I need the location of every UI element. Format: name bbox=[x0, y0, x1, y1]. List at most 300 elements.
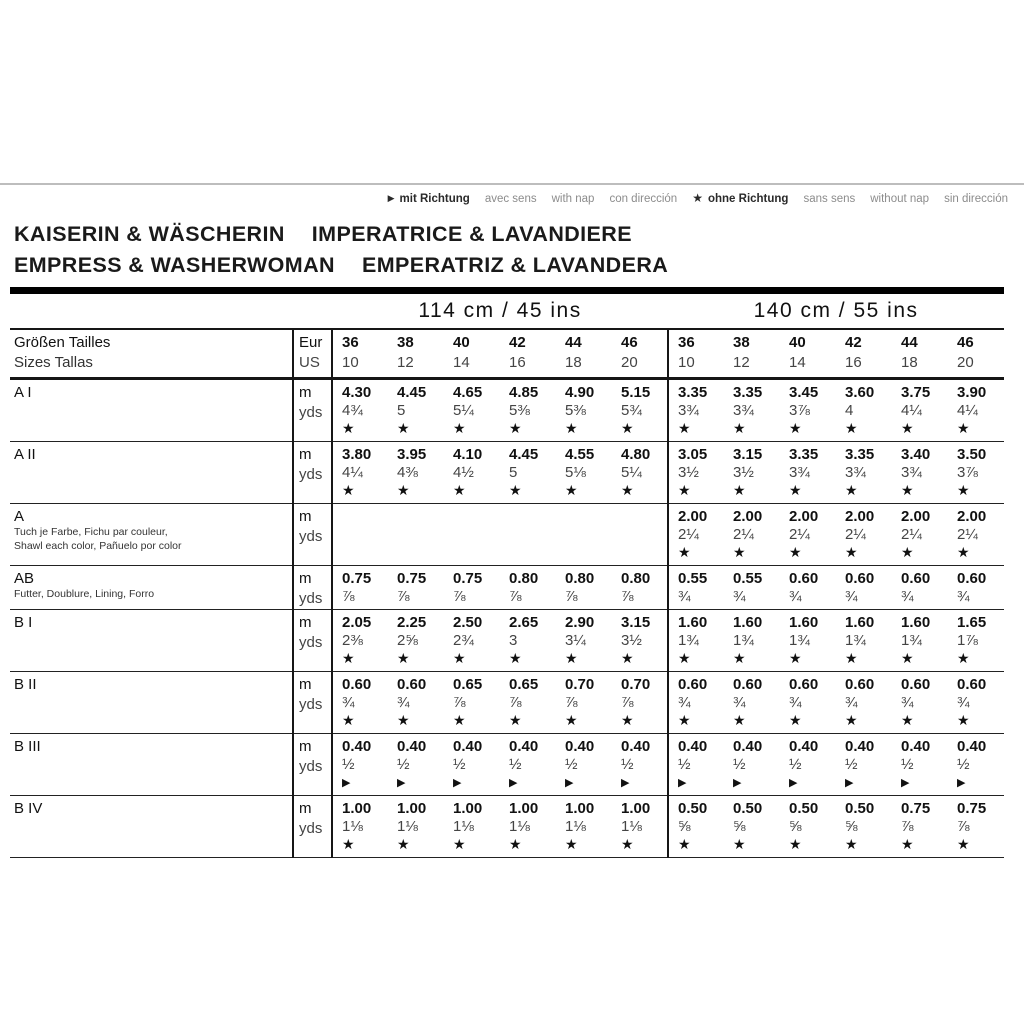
yards-value: 1¾ bbox=[678, 632, 699, 649]
fabric-requirement-cell bbox=[500, 734, 556, 796]
fabric-requirement-cell bbox=[836, 379, 892, 442]
without-nap-icon: ★ bbox=[565, 650, 578, 666]
fabric-requirement-cell bbox=[332, 566, 388, 610]
fabric-requirement-cell bbox=[724, 379, 780, 442]
yards-value: ¾ bbox=[733, 588, 746, 605]
with-nap-icon: ▶ bbox=[387, 193, 395, 203]
meters-value: 0.40 bbox=[342, 738, 372, 755]
unit-yds-label: yds bbox=[299, 590, 323, 607]
yards-value: ¾ bbox=[957, 694, 970, 711]
without-nap-icon: ★ bbox=[789, 712, 802, 728]
yards-value: 3¾ bbox=[678, 402, 699, 419]
size-column-header-cell bbox=[668, 329, 724, 379]
yards-value: 1¾ bbox=[733, 632, 754, 649]
meters-value: 3.80 bbox=[342, 446, 372, 463]
yards-value: 3¾ bbox=[845, 464, 866, 481]
meters-value: 3.40 bbox=[901, 446, 931, 463]
fabric-requirement-cell bbox=[948, 504, 1004, 566]
fabric-requirement-cell bbox=[500, 379, 556, 442]
garment-view-label: B IV bbox=[14, 800, 43, 817]
fabric-requirement-cell bbox=[948, 566, 1004, 610]
without-nap-icon: ★ bbox=[789, 482, 802, 498]
eur-size: 36 bbox=[342, 334, 359, 351]
meters-value: 4.55 bbox=[565, 446, 595, 463]
without-nap-icon: ★ bbox=[509, 712, 522, 728]
fabric-requirement-cell bbox=[836, 796, 892, 858]
legend-item-label: without nap bbox=[870, 193, 930, 205]
eur-size: 44 bbox=[901, 334, 918, 351]
legend-item bbox=[485, 193, 537, 205]
fabric-requirement-cell bbox=[780, 796, 836, 858]
with-nap-icon: ▶ bbox=[509, 777, 518, 789]
without-nap-icon: ★ bbox=[509, 482, 522, 498]
yards-value: ¾ bbox=[845, 588, 858, 605]
yards-value: 3¾ bbox=[733, 402, 754, 419]
meters-value: 3.75 bbox=[901, 384, 931, 401]
meters-value: 0.60 bbox=[845, 676, 875, 693]
without-nap-icon: ★ bbox=[678, 836, 691, 852]
without-nap-icon: ★ bbox=[733, 712, 746, 728]
meters-value: 3.45 bbox=[789, 384, 819, 401]
yards-value: 2¼ bbox=[901, 526, 922, 543]
fabric-requirement-cell bbox=[780, 566, 836, 610]
yards-value: ⅝ bbox=[678, 818, 691, 835]
us-size: 18 bbox=[565, 354, 582, 371]
without-nap-icon: ★ bbox=[621, 650, 634, 666]
fabric-requirement-cell bbox=[668, 672, 724, 734]
fabric-requirement-cell bbox=[668, 796, 724, 858]
yards-value: ¾ bbox=[901, 588, 914, 605]
row-label-cell bbox=[10, 672, 293, 734]
pattern-title-line2 bbox=[14, 250, 668, 281]
meters-value: 0.40 bbox=[678, 738, 708, 755]
unit-m-label: m bbox=[299, 508, 312, 525]
without-nap-icon: ★ bbox=[901, 482, 914, 498]
without-nap-icon: ★ bbox=[957, 712, 970, 728]
without-nap-icon: ★ bbox=[678, 420, 691, 436]
unit-cell bbox=[293, 734, 332, 796]
nap-legend bbox=[388, 191, 1008, 205]
fabric-requirement-cell bbox=[388, 734, 444, 796]
legend-item bbox=[944, 193, 1008, 205]
meters-value: 0.60 bbox=[901, 676, 931, 693]
fabric-requirement-cell bbox=[724, 442, 780, 504]
table-row bbox=[10, 734, 1004, 796]
legend-item-label: sans sens bbox=[803, 193, 856, 205]
meters-value: 4.45 bbox=[397, 384, 427, 401]
yards-value: 1⅛ bbox=[453, 818, 474, 835]
eur-size: 38 bbox=[733, 334, 750, 351]
size-column-header-cell bbox=[612, 329, 668, 379]
table-row bbox=[10, 379, 1004, 442]
yards-value: 2¼ bbox=[845, 526, 866, 543]
header-divider bbox=[0, 183, 1024, 185]
row-sublabel: Tuch je Farbe, Fichu par couleur, bbox=[14, 526, 168, 538]
fabric-requirement-cell bbox=[892, 379, 948, 442]
fabric-requirement-cell bbox=[668, 610, 724, 672]
yards-value: ½ bbox=[621, 756, 634, 773]
fabric-requirement-cell bbox=[444, 672, 500, 734]
title-fr: IMPERATRICE & LAVANDIERE bbox=[311, 222, 632, 246]
unit-m-label: m bbox=[299, 738, 312, 755]
unit-m-label: m bbox=[299, 446, 312, 463]
meters-value: 0.70 bbox=[565, 676, 595, 693]
without-nap-icon: ★ bbox=[901, 420, 914, 436]
meters-value: 1.00 bbox=[342, 800, 372, 817]
fabric-requirement-cell bbox=[892, 796, 948, 858]
meters-value: 3.15 bbox=[733, 446, 763, 463]
without-nap-icon: ★ bbox=[957, 420, 970, 436]
without-nap-icon: ★ bbox=[845, 420, 858, 436]
row-label-cell bbox=[10, 566, 293, 610]
fabric-requirement-cell bbox=[892, 734, 948, 796]
fabric-requirement-cell bbox=[612, 734, 668, 796]
yards-value: 1⅛ bbox=[397, 818, 418, 835]
without-nap-icon: ★ bbox=[621, 836, 634, 852]
us-size: 16 bbox=[509, 354, 526, 371]
yards-value: ¾ bbox=[342, 694, 355, 711]
fabric-requirement-cell bbox=[892, 442, 948, 504]
without-nap-icon: ★ bbox=[733, 420, 746, 436]
meters-value: 1.60 bbox=[733, 614, 763, 631]
meters-value: 4.45 bbox=[509, 446, 539, 463]
without-nap-icon: ★ bbox=[957, 836, 970, 852]
yards-value: 2¼ bbox=[733, 526, 754, 543]
size-column-header-cell bbox=[556, 329, 612, 379]
without-nap-icon: ★ bbox=[901, 650, 914, 666]
size-column-header-cell bbox=[388, 329, 444, 379]
row-sublabel: Shawl each color, Pañuelo por color bbox=[14, 539, 182, 552]
yards-value: ⅞ bbox=[565, 588, 578, 605]
fabric-requirement-cell bbox=[836, 610, 892, 672]
meters-value: 0.40 bbox=[397, 738, 427, 755]
us-label: US bbox=[299, 354, 320, 371]
unit-m-label: m bbox=[299, 614, 312, 631]
fabric-requirement-cell bbox=[780, 610, 836, 672]
meters-value: 3.95 bbox=[397, 446, 427, 463]
table-row bbox=[10, 610, 1004, 672]
unit-yds-label: yds bbox=[299, 820, 323, 837]
yards-value: ½ bbox=[957, 756, 970, 773]
yards-value: ½ bbox=[342, 756, 355, 773]
unit-cell bbox=[293, 796, 332, 858]
without-nap-icon: ★ bbox=[397, 712, 410, 728]
fabric-requirement-cell bbox=[388, 504, 444, 566]
sizes-label-en-es: Sizes Tallas bbox=[14, 354, 93, 371]
yards-value: ⅞ bbox=[565, 694, 578, 711]
without-nap-icon: ★ bbox=[733, 544, 746, 560]
without-nap-icon: ★ bbox=[565, 836, 578, 852]
without-nap-icon: ★ bbox=[397, 650, 410, 666]
yards-value: 3 bbox=[509, 632, 518, 649]
yards-value: 1⅛ bbox=[509, 818, 530, 835]
with-nap-icon: ▶ bbox=[845, 777, 854, 789]
fabric-requirement-cell bbox=[724, 504, 780, 566]
yards-value: 4½ bbox=[453, 464, 474, 481]
pattern-title bbox=[14, 219, 668, 281]
unit-yds-label: yds bbox=[299, 758, 323, 775]
yards-value: 5⅜ bbox=[565, 402, 586, 419]
meters-value: 2.00 bbox=[733, 508, 763, 525]
fabric-requirement-cell bbox=[724, 672, 780, 734]
yards-value: ½ bbox=[733, 756, 746, 773]
fabric-requirement-cell bbox=[724, 610, 780, 672]
fabric-width-header-spacer bbox=[10, 291, 332, 330]
fabric-requirement-cell bbox=[836, 672, 892, 734]
meters-value: 0.40 bbox=[453, 738, 483, 755]
meters-value: 0.40 bbox=[957, 738, 987, 755]
meters-value: 3.35 bbox=[789, 446, 819, 463]
without-nap-icon: ★ bbox=[845, 482, 858, 498]
meters-value: 0.50 bbox=[789, 800, 819, 817]
meters-value: 1.00 bbox=[621, 800, 651, 817]
fabric-requirement-cell bbox=[444, 610, 500, 672]
without-nap-icon: ★ bbox=[678, 712, 691, 728]
meters-value: 3.50 bbox=[957, 446, 987, 463]
garment-view-label: AB bbox=[14, 570, 35, 587]
with-nap-icon: ▶ bbox=[957, 777, 966, 789]
meters-value: 1.60 bbox=[845, 614, 875, 631]
fabric-requirement-cell bbox=[724, 734, 780, 796]
yards-value: 1¾ bbox=[845, 632, 866, 649]
legend-item-label: mit Richtung bbox=[399, 193, 470, 205]
meters-value: 1.60 bbox=[789, 614, 819, 631]
yards-value: 4⅜ bbox=[397, 464, 418, 481]
without-nap-icon: ★ bbox=[957, 544, 970, 560]
unit-yds-label: yds bbox=[299, 528, 323, 545]
fabric-requirement-cell bbox=[612, 672, 668, 734]
yards-value: 1¾ bbox=[789, 632, 810, 649]
without-nap-icon: ★ bbox=[678, 544, 691, 560]
fabric-requirement-cell bbox=[388, 796, 444, 858]
yards-value: ¾ bbox=[678, 694, 691, 711]
unit-m-label: m bbox=[299, 570, 312, 587]
row-label-cell bbox=[10, 379, 293, 442]
fabric-requirement-cell bbox=[892, 566, 948, 610]
width-140cm-header: 140 cm / 55 ins bbox=[668, 291, 1004, 330]
with-nap-icon: ▶ bbox=[678, 777, 687, 789]
without-nap-icon: ★ bbox=[342, 836, 355, 852]
yards-value: 2¼ bbox=[789, 526, 810, 543]
yards-value: ½ bbox=[678, 756, 691, 773]
without-nap-icon: ★ bbox=[845, 544, 858, 560]
fabric-requirement-cell bbox=[780, 672, 836, 734]
without-nap-icon: ★ bbox=[565, 482, 578, 498]
meters-value: 1.00 bbox=[565, 800, 595, 817]
meters-value: 0.60 bbox=[733, 676, 763, 693]
unit-yds-label: yds bbox=[299, 634, 323, 651]
legend-item-label: con dirección bbox=[609, 193, 678, 205]
without-nap-icon: ★ bbox=[733, 482, 746, 498]
yards-value: ⅞ bbox=[453, 588, 466, 605]
eur-size: 40 bbox=[789, 334, 806, 351]
yards-value: ⅝ bbox=[789, 818, 802, 835]
legend-item-label: with nap bbox=[551, 193, 595, 205]
meters-value: 1.65 bbox=[957, 614, 987, 631]
without-nap-icon: ★ bbox=[678, 482, 691, 498]
without-nap-icon: ★ bbox=[509, 650, 522, 666]
meters-value: 4.65 bbox=[453, 384, 483, 401]
fabric-requirement-cell bbox=[948, 672, 1004, 734]
fabric-requirement-cell bbox=[948, 734, 1004, 796]
meters-value: 3.90 bbox=[957, 384, 987, 401]
yards-value: 2¾ bbox=[453, 632, 474, 649]
yards-value: 5 bbox=[509, 464, 518, 481]
without-nap-icon: ★ bbox=[845, 712, 858, 728]
meters-value: 0.60 bbox=[342, 676, 372, 693]
fabric-requirement-cell bbox=[556, 504, 612, 566]
fabric-requirement-cell bbox=[388, 379, 444, 442]
yards-value: 4¼ bbox=[957, 402, 978, 419]
requirements-table-body bbox=[10, 379, 1004, 858]
meters-value: 0.40 bbox=[733, 738, 763, 755]
with-nap-icon: ▶ bbox=[342, 777, 351, 789]
without-nap-icon: ★ bbox=[621, 482, 634, 498]
without-nap-icon: ★ bbox=[845, 836, 858, 852]
garment-view-label: A II bbox=[14, 446, 36, 463]
fabric-requirement-cell bbox=[892, 610, 948, 672]
us-size: 20 bbox=[621, 354, 638, 371]
yards-value: 3½ bbox=[733, 464, 754, 481]
with-nap-icon: ▶ bbox=[733, 777, 742, 789]
table-row bbox=[10, 796, 1004, 858]
meters-value: 0.60 bbox=[901, 570, 931, 587]
legend-item bbox=[870, 193, 929, 205]
fabric-requirement-cell bbox=[668, 442, 724, 504]
meters-value: 3.60 bbox=[845, 384, 875, 401]
fabric-requirement-cell bbox=[556, 566, 612, 610]
sizes-label-cell bbox=[10, 329, 293, 379]
with-nap-icon: ▶ bbox=[397, 777, 406, 789]
fabric-requirement-cell bbox=[332, 379, 388, 442]
meters-value: 2.65 bbox=[509, 614, 539, 631]
meters-value: 0.50 bbox=[678, 800, 708, 817]
without-nap-icon: ★ bbox=[565, 420, 578, 436]
fabric-requirement-cell bbox=[948, 610, 1004, 672]
yards-value: 5⅜ bbox=[509, 402, 530, 419]
meters-value: 3.35 bbox=[678, 384, 708, 401]
meters-value: 2.00 bbox=[678, 508, 708, 525]
yards-value: ¾ bbox=[678, 588, 691, 605]
meters-value: 0.75 bbox=[453, 570, 483, 587]
size-column-header-cell bbox=[500, 329, 556, 379]
size-column-header-cell bbox=[948, 329, 1004, 379]
fabric-requirement-cell bbox=[500, 504, 556, 566]
yards-value: ½ bbox=[901, 756, 914, 773]
meters-value: 5.15 bbox=[621, 384, 651, 401]
fabric-requirement-cell bbox=[724, 796, 780, 858]
fabric-requirement-cell bbox=[780, 379, 836, 442]
fabric-requirement-cell bbox=[668, 504, 724, 566]
with-nap-icon: ▶ bbox=[621, 777, 630, 789]
meters-value: 3.35 bbox=[845, 446, 875, 463]
fabric-requirement-cell bbox=[332, 504, 388, 566]
meters-value: 0.60 bbox=[789, 676, 819, 693]
row-sublabel: Futter, Doublure, Lining, Forro bbox=[14, 588, 155, 600]
meters-value: 0.40 bbox=[789, 738, 819, 755]
fabric-requirement-cell bbox=[444, 566, 500, 610]
meters-value: 4.85 bbox=[509, 384, 539, 401]
size-system-cell bbox=[293, 329, 332, 379]
without-nap-icon: ★ bbox=[453, 650, 466, 666]
yards-value: ¾ bbox=[845, 694, 858, 711]
meters-value: 0.65 bbox=[509, 676, 539, 693]
yards-value: ¾ bbox=[397, 694, 410, 711]
fabric-requirement-cell bbox=[612, 379, 668, 442]
meters-value: 0.40 bbox=[845, 738, 875, 755]
yards-value: ½ bbox=[789, 756, 802, 773]
unit-cell bbox=[293, 442, 332, 504]
title-de: KAISERIN & WÄSCHERIN bbox=[14, 222, 285, 246]
row-label-cell bbox=[10, 796, 293, 858]
us-size: 12 bbox=[397, 354, 414, 371]
meters-value: 0.50 bbox=[733, 800, 763, 817]
yards-value: 5¼ bbox=[453, 402, 474, 419]
without-nap-icon: ★ bbox=[397, 836, 410, 852]
pattern-title-line1 bbox=[14, 219, 668, 250]
unit-m-label: m bbox=[299, 384, 312, 401]
sizes-header-row bbox=[10, 329, 1004, 379]
with-nap-icon: ▶ bbox=[901, 777, 910, 789]
yards-value: ⅞ bbox=[901, 818, 914, 835]
yards-value: ⅞ bbox=[453, 694, 466, 711]
size-column-header-cell bbox=[892, 329, 948, 379]
without-nap-icon: ★ bbox=[397, 420, 410, 436]
fabric-requirement-cell bbox=[444, 442, 500, 504]
unit-cell bbox=[293, 566, 332, 610]
garment-view-label: B I bbox=[14, 614, 33, 631]
fabric-requirement-cell bbox=[668, 379, 724, 442]
meters-value: 0.75 bbox=[901, 800, 931, 817]
title-es: EMPERATRIZ & LAVANDERA bbox=[361, 253, 669, 277]
sizes-label-de-fr: Größen Tailles bbox=[14, 334, 111, 351]
meters-value: 0.75 bbox=[342, 570, 372, 587]
fabric-requirement-cell bbox=[388, 672, 444, 734]
fabric-requirement-cell bbox=[444, 796, 500, 858]
garment-view-label: A I bbox=[14, 384, 32, 401]
us-size: 10 bbox=[678, 354, 695, 371]
without-nap-icon: ★ bbox=[621, 712, 634, 728]
without-nap-icon: ★ bbox=[621, 420, 634, 436]
unit-cell bbox=[293, 672, 332, 734]
unit-yds-label: yds bbox=[299, 404, 323, 421]
yards-value: 5¾ bbox=[621, 402, 642, 419]
legend-item bbox=[552, 193, 595, 205]
without-nap-icon: ★ bbox=[509, 420, 522, 436]
meters-value: 1.00 bbox=[453, 800, 483, 817]
yards-value: ¾ bbox=[733, 694, 746, 711]
meters-value: 0.70 bbox=[621, 676, 651, 693]
us-size: 14 bbox=[453, 354, 470, 371]
legend-item-label: avec sens bbox=[484, 193, 537, 205]
us-size: 20 bbox=[957, 354, 974, 371]
us-size: 18 bbox=[901, 354, 918, 371]
fabric-requirement-cell bbox=[332, 672, 388, 734]
meters-value: 0.80 bbox=[509, 570, 539, 587]
meters-value: 0.65 bbox=[453, 676, 483, 693]
size-column-header-cell bbox=[724, 329, 780, 379]
meters-value: 3.15 bbox=[621, 614, 651, 631]
without-nap-icon: ★ bbox=[901, 544, 914, 560]
meters-value: 0.55 bbox=[733, 570, 763, 587]
fabric-requirement-cell bbox=[948, 442, 1004, 504]
yards-value: 3¼ bbox=[565, 632, 586, 649]
yards-value: ¾ bbox=[901, 694, 914, 711]
fabric-requirement-cell bbox=[332, 610, 388, 672]
size-column-header-cell bbox=[836, 329, 892, 379]
meters-value: 4.10 bbox=[453, 446, 483, 463]
yards-value: 5¼ bbox=[621, 464, 642, 481]
